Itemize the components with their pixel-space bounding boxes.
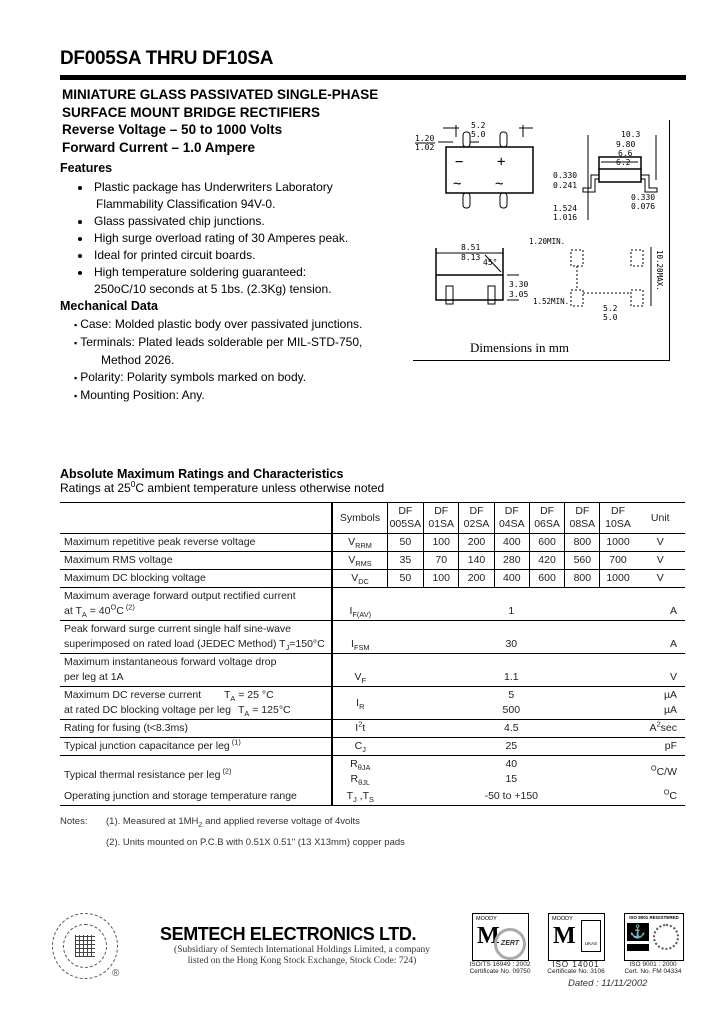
mechanical-heading: Mechanical Data <box>60 299 158 313</box>
svg-text:0.241: 0.241 <box>553 181 578 190</box>
svg-text:8.51: 8.51 <box>461 243 481 252</box>
header-unit: Unit <box>636 503 685 534</box>
svg-text:10.20MAX.: 10.20MAX. <box>655 250 664 291</box>
dimensions-caption: Dimensions in mm <box>470 340 569 355</box>
svg-text:3.30: 3.30 <box>509 280 529 289</box>
cert-caption: ISO 14001 Certificate No. 3106 <box>547 960 605 975</box>
table-row: Peak forward surge current single half sine-wave superimposed on rated load (JEDEC Method) $T_J=150^\circ C$ $I_{FSM}$ 30 A <box>60 621 685 654</box>
feature-item: • Glass passivated chip junctions. <box>92 213 348 230</box>
svg-text:9.80: 9.80 <box>616 140 636 149</box>
negative-terminal-symbol: − <box>455 154 464 170</box>
note-1: Notes: (1). Measured at $1MH_Z$ and applied reverse voltage of 4volts <box>60 816 360 829</box>
svg-text:5.0: 5.0 <box>471 130 486 139</box>
svg-text:1.02: 1.02 <box>415 143 435 152</box>
cert-logo-iso9001: ISO 9001 REGISTERED ⚓ <box>624 913 684 961</box>
mechanical-item: ▪ Case: Molded plastic body over passivated junctions. <box>74 316 362 334</box>
mechanical-item: ▪ Mounting Position: Any. <box>74 387 362 405</box>
svg-text:0.330: 0.330 <box>631 193 656 202</box>
subtitle-line-1: MINIATURE GLASS PASSIVATED SINGLE-PHASE <box>62 87 379 102</box>
ac-terminal-symbol: ~ <box>495 176 504 192</box>
table-row: Maximum RMS voltage $V_{RMS}$ 35 70 140 280 420 560 700 V <box>60 552 685 570</box>
table-header-row <box>60 503 685 534</box>
header-part: DF 01SA <box>424 503 459 534</box>
svg-text:45°: 45° <box>483 258 498 267</box>
cert-logo-moody-ukas: MOODY M UKAS <box>548 913 605 961</box>
mechanical-section <box>60 298 362 405</box>
registered-mark: ® <box>112 968 120 979</box>
company-name: SEMTECH ELECTRONICS LTD. <box>160 924 417 944</box>
package-outline-drawing <box>413 120 669 360</box>
table-row: Maximum repetitive peak reverse voltage $V_{RRM}$ 50 100 200 400 600 800 1000 V <box>60 534 685 552</box>
svg-text:1.016: 1.016 <box>553 213 578 222</box>
company-subsidiary-note: (Subsidiary of Semtech International Holdings Limited, a company listed on the Hong Kong Stock Exchange, Stock Code: 724) <box>174 945 430 966</box>
semtech-logo <box>52 913 118 979</box>
header-part: DF 04SA <box>494 503 529 534</box>
table-row: Maximum DC reverse current $T_A = 25$ °C at rated DC blocking voltage per leg $T_A = 125^\circ C$ $I_R$ 5 500 µA µA <box>60 687 685 720</box>
feature-item: • Plastic package has Underwriters Laboratory Flammability Classification 94V-0. <box>92 179 348 213</box>
header-part: DF 10SA <box>600 503 636 534</box>
forward-current: Forward Current – 1.0 Ampere <box>62 139 256 155</box>
ratings-table <box>60 502 685 806</box>
table-row: Maximum DC blocking voltage $V_{DC}$ 50 100 200 400 600 800 1000 V <box>60 570 685 588</box>
table-row: Operating junction and storage temperature range $T_J$ $,T_S$ -50 to +150 $^O$C <box>60 788 685 806</box>
table-row: Typical junction capacitance per leg $^{(1)}$ $C_J$ 25 pF <box>60 738 685 756</box>
header-symbols: Symbols <box>332 503 387 534</box>
svg-text:6.6: 6.6 <box>618 149 633 158</box>
header-part: DF 08SA <box>565 503 600 534</box>
svg-text:5.2: 5.2 <box>471 121 486 130</box>
table-row: Maximum instantaneous forward voltage drop per leg at 1A $V_F$ 1.1 V <box>60 654 685 687</box>
svg-text:0.076: 0.076 <box>631 202 656 211</box>
svg-text:5.0: 5.0 <box>603 313 618 322</box>
svg-text:1.524: 1.524 <box>553 204 578 213</box>
header-part: DF 02SA <box>459 503 494 534</box>
ac-terminal-symbol: ~ <box>453 176 462 192</box>
product-description <box>62 86 378 156</box>
feature-item: • Ideal for printed circuit boards. <box>92 247 348 264</box>
cert-caption: ISO 9001 : 2000 Cert. No. FM 04334 <box>624 961 682 975</box>
table-row: Rating for fusing (t<8.3ms) $I^2t$ 4.5 $A^2\sec$ <box>60 720 685 738</box>
svg-text:3.05: 3.05 <box>509 290 529 299</box>
features-section <box>60 160 348 298</box>
svg-text:5.2: 5.2 <box>603 304 618 313</box>
table-row: Typical thermal resistance per leg $^{(2)}$ $R_{\theta JA}$ $R_{\theta JL}$ 40 15 $^O$C/W <box>60 756 685 789</box>
ratings-title: Absolute Maximum Ratings and Characteristics <box>60 467 344 481</box>
features-heading: Features <box>60 161 113 175</box>
feature-item: • High temperature soldering guaranteed: 250oC/10 seconds at 5 1bs. (2.3Kg) tension. <box>92 264 348 298</box>
top-view <box>438 125 533 208</box>
cert-logo-moody-zert: MOODY M ZERT <box>472 913 529 961</box>
svg-text:0.330: 0.330 <box>553 171 578 180</box>
dimensions-drawing <box>413 120 670 361</box>
title-rule <box>60 75 686 80</box>
mechanical-item: ▪ Polarity: Polarity symbols marked on body. <box>74 369 362 387</box>
svg-text:1.20MIN.: 1.20MIN. <box>529 237 566 246</box>
footprint-view <box>571 250 643 306</box>
reverse-voltage: Reverse Voltage – 50 to 1000 Volts <box>62 122 283 137</box>
table-row: Maximum average forward output rectified current at $T_A = 40^OC$ $^{(2)}$ $I_{F(AV)}$ 1 A <box>60 588 685 621</box>
svg-text:10.3: 10.3 <box>621 130 641 139</box>
note-2: (2). Units mounted on P.C.B with 0.51X 0.51" (13 X13mm) copper pads <box>106 837 405 848</box>
subtitle-line-2: SURFACE MOUNT BRIDGE RECTIFIERS <box>62 104 321 120</box>
svg-text:1.20: 1.20 <box>415 134 435 143</box>
svg-text:1.52MIN.: 1.52MIN. <box>533 297 570 306</box>
feature-item: • High surge overload rating of 30 Amperes peak. <box>92 230 348 247</box>
mechanical-item: ▪ Terminals: Plated leads solderable per MIL-STD-750, Method 2026. <box>74 334 362 369</box>
positive-terminal-symbol: + <box>497 154 506 170</box>
header-part: DF 06SA <box>529 503 564 534</box>
ratings-subtitle: Ratings at $25^0C$ ambient temperature unless otherwise noted <box>60 479 385 495</box>
header-part: DF 005SA <box>387 503 423 534</box>
document-title: DF005SA THRU DF10SA <box>60 48 274 69</box>
document-date: Dated : 11/11/2002 <box>568 978 648 989</box>
svg-text:8.13: 8.13 <box>461 253 481 262</box>
svg-text:6.2: 6.2 <box>616 158 631 167</box>
cert-caption: ISO/TS 16949 : 2002 Certificate No. 09750 <box>469 961 531 975</box>
